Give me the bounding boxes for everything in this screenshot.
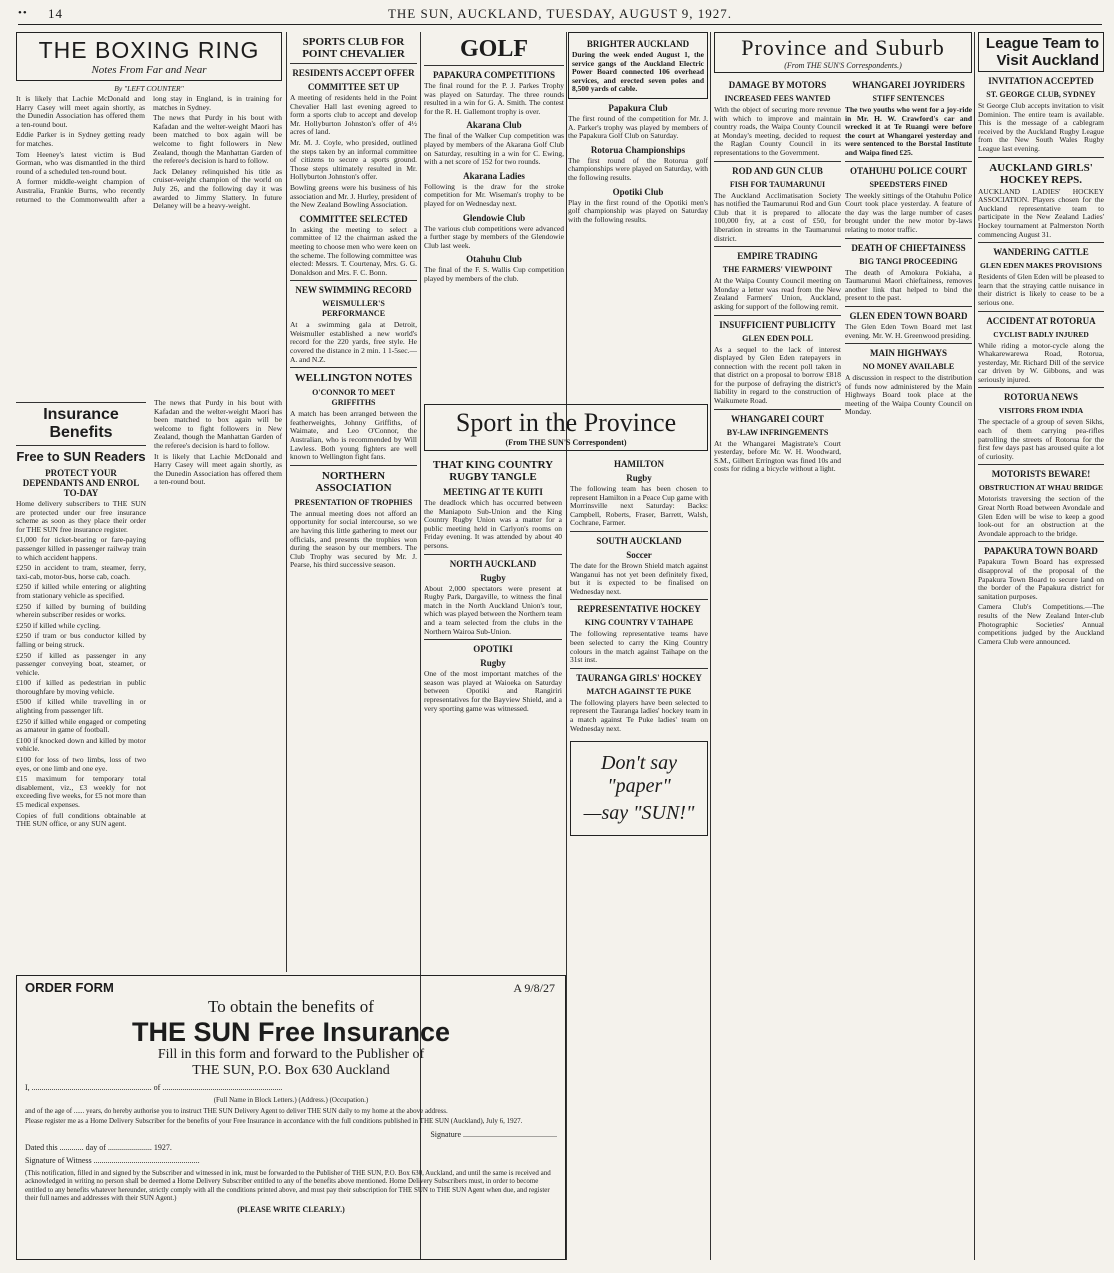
boxing-text (16, 95, 282, 395)
cattle-sub: GLEN EDEN MAKES PROVISIONS (980, 261, 1102, 271)
sun-advert (570, 741, 708, 836)
column-rule (286, 32, 287, 972)
insurance-item: £250 if killed while entering or alighting from stationary vehicle as specified. (16, 582, 146, 600)
order-text-2: Please register me as a Home Delivery Subscriber for the benefits of your Free Insurance in accordance with the full conditions published in THE SUN (Auckland), July 6, 1927. (25, 1117, 523, 1125)
order-form-title: ORDER FORM (25, 980, 114, 995)
article-paragraph: Camera Club's Competitions.—The results of the New Zealand Inter-club Photographic Societies' Annual competitions judged by the Auckland Camera Club were announced. (978, 602, 1104, 646)
northern-title: NORTHERN ASSOCIATION (315, 469, 392, 494)
article-paragraph: The final of the F. S. Wallis Cup competition played by members of the club. (424, 265, 564, 283)
motorists-sub: OBSTRUCTION AT WHAU BRIDGE (979, 483, 1103, 493)
rep-hockey-sub: KING COUNTRY V TAIHAPE (584, 618, 694, 628)
sport-province-sub: (From THE SUN'S Correspondent) (505, 438, 627, 447)
article-paragraph: Bowling greens were his business of his association and Mr. J. Hurley, president of the New Zealand Bowling Association. (290, 182, 417, 210)
boxing-subtitle: Notes From Far and Near (91, 64, 207, 76)
opotiki-title: Opotiki Club (612, 186, 664, 197)
article-paragraph: Play in the first round of the Opotiki men's golf championship was played on Saturday with the following results. (568, 197, 708, 224)
article-paragraph: The spectacle of a group of seven Sikhs, each of them carrying pea-rifles patrolling the streets of Rotorua for the first few days past has aroused quite a lot of curiosity. (978, 417, 1104, 461)
page-number: 14 (48, 6, 63, 21)
glen-eden-title: GLEN EDEN TOWN BOARD (849, 310, 968, 321)
accident-title: ACCIDENT AT ROTORUA (986, 315, 1096, 326)
papakura-board-title: PAPAKURA TOWN BOARD (984, 546, 1098, 557)
wellington-sub: O'CONNOR TO MEET GRIFFITHS (312, 388, 395, 408)
insurance-item: £100 if killed as pedestrian in public thoroughfare by moving vehicle. (16, 678, 146, 696)
highways-title: MAIN HIGHWAYS (870, 348, 947, 359)
boxing-byline: By "LEFT COUNTER" (114, 84, 184, 93)
article-paragraph: As a sequel to the lack of interest displayed by Glen Eden ratepayers in connection with the recent poll taken in that district on a proposal to borrow £818 for the purpose of defraying the district's liability in regard to the construction of Waikumete Road. (714, 344, 841, 406)
papakura-title: Papakura Club (608, 102, 668, 113)
article-paragraph: The annual meeting does not afford an opportunity for social intercourse, so we are having this little gathering to meet our officials, and presents the trophies won during the season by our members. The Club Trophy was secured by Mr. J. Pearse, his third successive season. (290, 508, 417, 570)
article-paragraph: The Glen Eden Town Board met last evening. Mr. W. H. Greenwood presiding. (845, 321, 972, 340)
boxing-paragraph: Eddie Parker is in Sydney getting ready for matches. (16, 130, 145, 148)
insurance-item: £100 for loss of two limbs, loss of two eyes, or one limb and one eye. (16, 755, 146, 773)
golf-column (424, 32, 564, 422)
north-auckland-sub: Rugby (480, 572, 506, 583)
advert-line-1: Don't say "paper" (601, 752, 677, 798)
chief-title: DEATH OF CHIEFTAINESS (851, 242, 966, 253)
police-title: OTAHUHU POLICE COURT (849, 165, 968, 176)
column-rule (974, 32, 975, 1260)
otahuhu-title: Otahuhu Club (466, 254, 522, 265)
empire-title: EMPIRE TRADING (737, 251, 818, 262)
motorists-title: MOTORISTS BEWARE! (991, 469, 1091, 480)
police-sub: SPEEDSTERS FINED (869, 179, 948, 189)
rotorua-title: Rotorua Championships (590, 144, 686, 155)
insurance-item: £500 if killed while travelling in or alighting from passenger lift. (16, 697, 146, 716)
article-paragraph: The weekly sittings of the Otahuhu Police Court took place yesterday. A feature of the day was the large number of cases brought under the new motor by-laws relating to motor traffic. (845, 190, 972, 234)
boxing-continued (154, 399, 282, 489)
chief-sub: BIG TANGI PROCEEDING (859, 256, 958, 266)
article-paragraph: At the Waipa County Council meeting on Monday a letter was read from the New Zealand Farmers' Union, Auckland, asking for support of the following remit. (714, 276, 841, 311)
golf-title: GOLF (459, 36, 528, 62)
rep-hockey-title: REPRESENTATIVE HOCKEY (577, 604, 701, 615)
article-paragraph: AUCKLAND LADIES' HOCKEY ASSOCIATION. Players chosen for the Auckland representative team to participate in the New Zealand Ladies' Hockey tournament at Palmerston North commencing August 31. (978, 186, 1104, 239)
swim-title: NEW SWIMMING RECORD (295, 285, 412, 296)
article-paragraph: The deadlock which has occurred between the Maniapoto Sub-Union and the King Country Rugby Union was a matter for a public meeting held in Carlyon's rooms on Friday evening. It was attended by about 40 persons. (424, 498, 562, 550)
order-signature-field[interactable]: Signature ............................................... (430, 1129, 557, 1139)
article-paragraph: The Auckland Acclimatisation Society has notified the Taumarunui Rod and Gun Club that it is prepared to allocate 100,000 fry, at a cost of £50, for liberation in streams in the Taumarunui district. (714, 190, 841, 243)
article-paragraph: A discussion in respect to the distribution of funds now administered by the Main Highways Board took place at the meeting of the Waipa County Council on Monday. (845, 373, 972, 417)
south-auckland-sub: Soccer (626, 549, 652, 560)
order-dated-field[interactable]: Dated this ............ day of ...................... 1927. (25, 1142, 172, 1152)
order-text-1: and of the age of ...... years, do hereby authorise you to instruct THE SUN Delivery Agent to deliver THE SUN daily to my home at the above address. (25, 1106, 448, 1115)
insurance-subtitle-2: PROTECT YOUR DEPENDANTS AND ENROL TO-DAY (22, 468, 140, 498)
rugby-tangle-sub: MEETING AT TE KUITI (443, 487, 543, 497)
brighter-auckland-box (568, 32, 708, 99)
insurance-title: Insurance Benefits (43, 406, 119, 441)
wellington-title: WELLINGTON NOTES (294, 372, 413, 385)
insurance-item: £250 if tram or bus conductor killed by falling or being struck. (16, 631, 146, 649)
insurance-item: £100 if knocked down and killed by motor vehicle. (16, 735, 146, 754)
order-name-field[interactable]: I, ............................................................ of ............................................................ (25, 1083, 283, 1092)
article-paragraph: The following players have been selected to represent the Tauranga ladies' hockey team in a match against Te Puke ladies' team on Wednesday next. (570, 697, 708, 733)
article-paragraph: The first round of the competition for Mr. J. A. Parker's trophy was played by members of the Papakura Golf Club on Saturday. (568, 113, 708, 141)
brighter-text: During the week ended August 1, the service gangs of the Auckland Electric Power Board connected 106 overhead services, and erected seven poles and 8,500 yards of cable. (572, 50, 704, 94)
boxing-paragraph: Jack Delaney relinquished his title as cruiser-weight champion of the world on July 26, and the following day it was awarded to Jimmy Slattery. In future Delaney will be a heavy-weight. (153, 166, 282, 211)
boxing-paragraph: The news that Purdy in his bout with Kafadan and the welter-weight Maori has been matched to box again will be welcome to fight followers in New Zealand, though the Manhattan Garden of the referee's decision is hard to follow. (154, 398, 282, 450)
committee-title: COMMITTEE SELECTED (299, 213, 408, 224)
article-paragraph: About 2,000 spectators were present at Rugby Park, Dargaville, to witness the final match in the North Auckland Union's tour, which was played between the Northern team and a team selected from the clubs in the Northern Wairoa Sub-Union. (424, 583, 562, 636)
joyriders-sub: STIFF SENTENCES (872, 94, 945, 103)
golf-sub: PAPAKURA COMPETITIONS (433, 70, 555, 80)
column-rule (710, 32, 711, 1260)
accident-sub: CYCLIST BADLY INJURED (993, 329, 1089, 339)
order-line-3: Fill in this form and forward to the Publisher of (157, 1047, 425, 1062)
order-note: (This notification, filled in and signed by the Subscriber and witnessed in ink, must be forwarded to the Publisher of THE SUN, P.O. Box 630, Auckland, and until the same is received and acknowledged in writing no person shall be deemed a Home Delivery Subscriber entitled to any of the benefits above mentioned. Home Delivery Subscribers must, in order to become entitled to any benefits whatever hereunder, strictly comply with all the conditions printed above, and must pay their subscription for THE SUN to THE SUN Agent when due, and register their full names and addresses with their SUN Agent.) (25, 1168, 551, 1202)
league-sub2: ST. GEORGE CLUB, SYDNEY (986, 90, 1096, 99)
hamilton-sub: Rugby (626, 473, 652, 483)
insurance-box (16, 399, 146, 831)
article-paragraph: The death of Amokura Pokiaha, a Taumarunui Maori chieftainess, removes another link that helped to bind the present to the past. (845, 267, 972, 303)
insurance-subtitle: Free to SUN Readers (16, 449, 146, 464)
insurance-item: £1,000 for ticket-bearing or fare-paying passenger killed in passenger railway train to which accident happens. (16, 535, 146, 562)
order-form (16, 975, 566, 1260)
article-paragraph: A match has been arranged between the featherweights, Johnny Griffiths, of Waimate, and Leo O'Connor, the Australian, who is recommended by Will Lawless. Both young fighters are well known to Wellington fight fans. (290, 409, 417, 462)
sport-province-header (424, 404, 708, 451)
insurance-item: £15 maximum for temporary total disablement, viz., £3 weekly for not exceeding five weeks, for £5 not more than £5 medical expenses. (16, 774, 146, 809)
golf-continued-column (568, 32, 708, 422)
damage-sub: INCREASED FEES WANTED (724, 94, 831, 103)
rod-title: ROD AND GUN CLUB (732, 165, 823, 176)
masthead-dots: •• (18, 7, 28, 19)
article-paragraph: The date for the Brown Shield match against Wanganui has not yet been definitely fixed, but it is expected to be finalised on Wednesday next. (570, 560, 708, 596)
boxing-paragraph: Tom Heeney's latest victim is Bud Gorman, who was dismantled in the third round of a scheduled ten-round bout. (16, 149, 145, 176)
article-paragraph: The two youths who went for a joy-ride in Mr. H. W. Crawford's car and wrecked it at Te Ruangi were before the court at Whangarei yesterday and were sentenced to the Borstal Institute and Waipa fined £25. (845, 105, 972, 157)
insurance-item: £250 if killed while cycling. (16, 620, 101, 630)
article-paragraph: Motorists traversing the section of the Great North Road between Avondale and Glen Eden will be wise to keep a good look-out for an obstruction at the Avondale approach to the bridge. (978, 494, 1104, 538)
insurance-item: £250 if killed as passenger in any passenger conveying boat, steamer, or vehicle. (16, 650, 146, 677)
publicity-sub: GLEN EDEN POLL (742, 333, 813, 343)
league-sub: INVITATION ACCEPTED (988, 76, 1094, 86)
article-paragraph: Papakura Town Board has expressed disapproval of the proposal of the Papakura Town Board to secure land on the border of the Papakura district for sanitation purposes. (978, 557, 1104, 601)
rotorua-news-title: ROTORUA NEWS (1003, 392, 1079, 403)
province-section (714, 32, 972, 1260)
girls-hockey-title: AUCKLAND GIRLS' HOCKEY REPS. (989, 161, 1093, 186)
order-witness-field[interactable]: Signature of Witness ..................................................... (25, 1155, 200, 1165)
rod-sub: FISH FOR TAUMARUNUI (729, 179, 826, 189)
opotiki-rugby-sub: Rugby (480, 658, 506, 669)
boxing-header (16, 32, 282, 81)
damage-title: DAMAGE BY MOTORS (728, 80, 827, 90)
boxing-insurance-column (16, 32, 282, 972)
article-paragraph: The following team has been chosen to represent Hamilton in a Peace Cup game with Morrinsville next Saturday: Backs: Campbell, Roberts, Fraser, Barrett, Walsh, Cochrane, Farmer. (570, 484, 708, 528)
cattle-title: WANDERING CATTLE (993, 247, 1089, 258)
province-sub: (From THE SUN'S Correspondents.) (784, 61, 902, 70)
article-paragraph: One of the most important matches of the season was played at Waioeka on Saturday between Opotiki and Rangiriri representatives for the Bayview Shield, and a very sporting game was witnessed. (424, 669, 562, 713)
article-paragraph: Residents of Glen Eden will be pleased to learn that the straying cattle nuisance in their district is likely to cease to be a serious one. (978, 272, 1104, 307)
advert-line-2: —say "SUN!" (583, 802, 695, 825)
akarana-title: Akarana Club (466, 120, 522, 131)
article-paragraph: A meeting of residents held in the Point Chevalier Hall last evening agreed to form a sports club to accept and develop Mr. Hollyburton Johnston's offer of 4½ acres of land. (290, 93, 417, 137)
province-title: Province and Suburb (741, 35, 945, 60)
glendowie-title: Glendowie Club (462, 212, 526, 223)
article-paragraph: The various club competitions were advanced a further stage by members of the Glendowie Club last week. (424, 223, 564, 250)
masthead-title: THE SUN, AUCKLAND, TUESDAY, AUGUST 9, 1927. (387, 6, 733, 21)
league-header (978, 32, 1104, 72)
court-sub: BY-LAW INFRINGEMENTS (726, 427, 829, 437)
insurance-footer: Copies of full conditions obtainable at THE SUN office, or any SUN agent. (16, 810, 146, 829)
insurance-item: £250 if killed while engaged or competing as amateur in game of football. (16, 716, 146, 735)
order-write-clearly: (PLEASE WRITE CLEARLY.) (237, 1204, 345, 1214)
article-paragraph: With the object of securing more revenue with which to improve and maintain country roads, the Waipa County Council at Monday's meeting, decided to request the Raglan County Council in its representations to the Government. (714, 105, 841, 157)
tauranga-sub: MATCH AGAINST TE PUKE (586, 686, 692, 696)
order-line-1: To obtain the benefits of (208, 997, 374, 1016)
province-header (714, 32, 972, 73)
article-paragraph: While riding a motor-cycle along the Whakarewarewa Road, Rotorua, yesterday, Mr. Richard Dill of the service car driven by W. Gibbons, and was seriously injured. (978, 340, 1104, 384)
order-field-labels: (Full Name in Block Letters.) (Address.) (Occupation.) (213, 1096, 369, 1104)
insurance-item: £250 in accident to tram, steamer, ferry, taxi-cab, motor-bus, horse cab, coach. (16, 563, 146, 581)
tauranga-title: TAURANGA GIRLS' HOCKEY (576, 672, 702, 683)
article-paragraph: At a swimming gala at Detroit, Weismuller established a new world's record for the 220 yards, free style. He covered the distance in 2 min. 1 1-5sec.—A. and N.Z. (290, 320, 417, 364)
hamilton-title: HAMILTON (613, 459, 664, 469)
order-line-2: THE SUN Free Insurance (131, 1017, 451, 1047)
northern-sub: PRESENTATION OF TROPHIES (294, 497, 413, 507)
boxing-title: THE BOXING RING (38, 37, 260, 63)
article-paragraph: The first round of the Rotorua golf championships were played on Saturday, with the following results. (568, 155, 708, 182)
order-form-ref: A 9/8/27 (513, 981, 555, 995)
akarana-ladies-title: Akarana Ladies (463, 170, 525, 181)
insurance-item: £250 if killed by burning of building wherein subscriber resides or works. (16, 601, 146, 620)
boxing-paragraph: The news that Purdy in his bout with Kafadan and the welter-weight Maori has been matched to box again will be welcome to fight followers in New Zealand, though the Manhattan Garden of the referee's decision is hard to follow. (153, 113, 282, 166)
article-paragraph: The following representative teams have been selected to carry the King Country colours in the match against Taihape on the 31st inst. (570, 629, 708, 665)
article-paragraph: In asking the meeting to select a committee of 12 the chairman asked the meeting to choose men who were keen on the scheme. The following committee was elected: Messrs. T. Courtenay, Mrs. G. G. Donaldson and Mrs. F. C. Bonn. (290, 224, 417, 277)
sports-club-title: SPORTS CLUB FOR POINT CHEVALIER (302, 36, 405, 60)
sport-province-left (424, 455, 562, 715)
opotiki-rugby-title: OPOTIKI (473, 644, 513, 655)
empire-sub: THE FARMERS' VIEWPOINT (722, 265, 833, 275)
sports-club-sub: RESIDENTS ACCEPT OFFER (292, 68, 415, 78)
league-column (978, 32, 1104, 1260)
highways-sub: NO MONEY AVAILABLE (862, 362, 955, 372)
court-title: WHANGAREI COURT (731, 413, 824, 424)
boxing-paragraph: A former middle-weight champion of Australia, Frankie Burns, who recently returned to the Commonwealth after a long stay in England, is in training for matches in Sydney. (16, 94, 282, 204)
order-line-4: THE SUN, P.O. Box 630 Auckland (192, 1063, 390, 1078)
swim-sub: WEISMULLER'S PERFORMANCE (321, 299, 386, 319)
publicity-title: INSUFFICIENT PUBLICITY (719, 319, 836, 330)
joyriders-title: WHANGAREI JOYRIDERS (852, 80, 965, 90)
boxing-paragraph: It is likely that Lachie McDonald and Harry Casey will meet again shortly, as the Dunedin Association has offered them a ten-round bout. (154, 451, 282, 487)
rugby-tangle-title: THAT KING COUNTRY RUGBY TANGLE (432, 459, 554, 483)
province-left (714, 76, 841, 476)
article-paragraph: St George Club accepts invitation to visit Dominion. The entire team is available. This is the message of a cablegram received by the Auckland Rugby League from the New South Wales Rugby League last evening. (978, 101, 1104, 153)
article-paragraph: The final round for the P. J. Parkes Trophy was played on Saturday. The three rounds resulted in a win for G. A. Smith. The contest for the R. H. Gallemont trophy is over. (424, 81, 564, 116)
article-paragraph: At the Whangarei Magistrate's Court yesterday, before Mr. W. H. Woodward, S.M., Gilbert Errington was fined 10s and costs for riding a bicycle without a light. (714, 438, 841, 474)
rotorua-news-sub: VISITORS FROM INDIA (998, 406, 1084, 416)
sports-club-sub2: COMMITTEE SET UP (307, 82, 400, 92)
brighter-title: BRIGHTER AUCKLAND (586, 39, 690, 49)
province-right (845, 76, 972, 419)
league-title: League Team to Visit Auckland (985, 35, 1099, 69)
north-auckland-title: NORTH AUCKLAND (449, 558, 537, 569)
article-paragraph: Following is the draw for the stroke competition for Mr. Wiseman's trophy to be played for on Wednesday next. (424, 181, 564, 208)
article-paragraph: The final of the Walker Cup competition was played by members of the Akarana Golf Club on Saturday, resulting in a win for C. Ewing, with a net score of 152 for two rounds. (424, 131, 564, 167)
boxing-paragraph: It is likely that Lachie McDonald and Harry Casey will meet again shortly, as the Dunedin Association has offered them a ten-round bout. (16, 94, 145, 129)
sport-province-right (570, 455, 708, 836)
insurance-intro: Home delivery subscribers to THE SUN are protected under our free insurance scheme as soon as they place their order for THE SUN free insurance register. (16, 499, 146, 534)
sports-column (290, 32, 417, 972)
south-auckland-title: SOUTH AUCKLAND (596, 535, 682, 546)
masthead (18, 6, 1102, 25)
sport-province-title: Sport in the Province (455, 408, 677, 437)
article-paragraph: Mr. M. J. Coyle, who presided, outlined the steps taken by an informal committee of citizens to secure a sports ground. Those steps ultimately resulted in Mr. Hollyburton Johnston's offer. (290, 137, 417, 182)
